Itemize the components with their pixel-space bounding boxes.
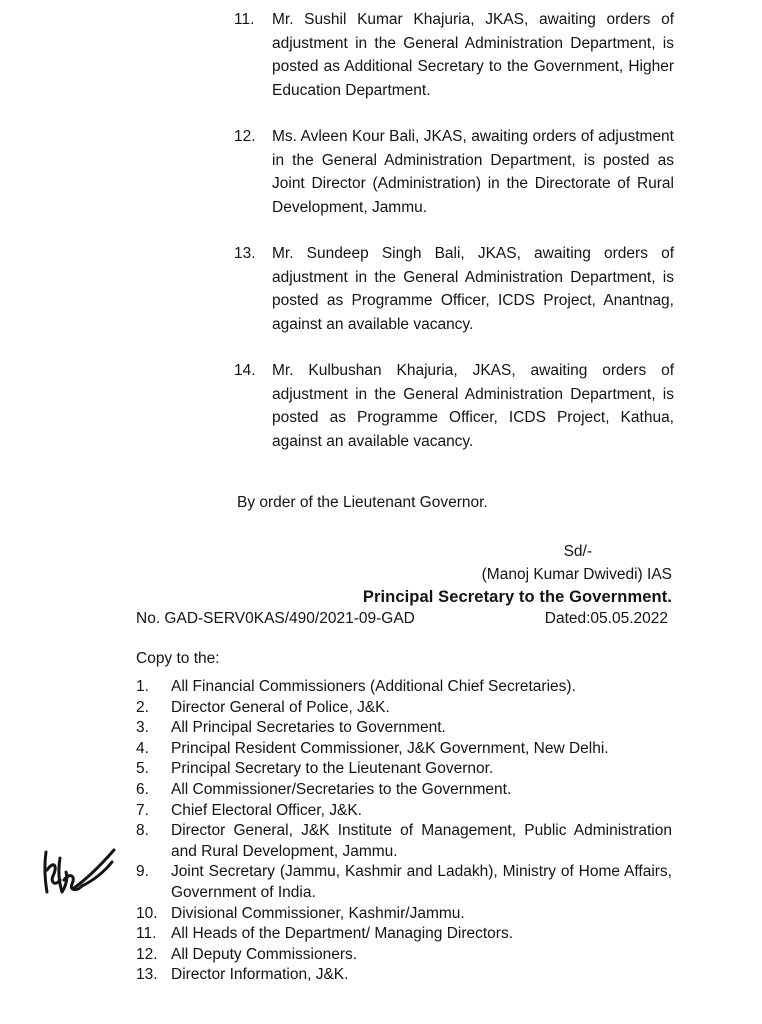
- copy-item-text: Joint Secretary (Jammu, Kashmir and Ladakh), Ministry of Home Affairs, Government of India.: [171, 863, 672, 901]
- copy-item-number: 6.: [136, 780, 149, 798]
- reference-date: Dated:05.05.2022: [544, 610, 668, 627]
- copy-item-number: 13.: [136, 966, 158, 984]
- order-text: Mr. Sushil Kumar Khajuria, JKAS, awaiting orders of adjustment in the General Administration Department, is posted as Additional Secretary to the Government, Higher Education Department.: [272, 11, 674, 99]
- copy-item-text: Director General of Police, J&K.: [171, 698, 390, 716]
- signature-block: [363, 540, 672, 609]
- copy-to-item: [136, 965, 672, 986]
- copy-to-item: [136, 945, 672, 966]
- order-number: 13.: [234, 245, 256, 262]
- copy-item-text: Principal Resident Commissioner, J&K Government, New Delhi.: [171, 739, 609, 757]
- order-text: Ms. Avleen Kour Bali, JKAS, awaiting orders of adjustment in the General Administration Department, is posted as Joint Director (Administration) in the Directorate of Rural Development, Jammu.: [272, 128, 674, 216]
- copy-item-text: Divisional Commissioner, Kashmir/Jammu.: [171, 904, 465, 922]
- copy-to-item: [136, 801, 672, 822]
- order-number: 12.: [234, 128, 256, 145]
- copy-to-item: [136, 759, 672, 780]
- copy-item-text: Principal Secretary to the Lieutenant Governor.: [171, 760, 494, 778]
- copy-item-number: 8.: [136, 822, 149, 840]
- copy-to-list: [136, 677, 672, 986]
- order-number: 11.: [234, 11, 255, 28]
- copy-item-text: Director Information, J&K.: [171, 966, 349, 984]
- copy-item-text: Director General, J&K Institute of Management, Public Administration and Rural Development, Jammu.: [171, 822, 672, 860]
- copy-item-number: 4.: [136, 739, 149, 757]
- copy-to-item: [136, 718, 672, 739]
- copy-item-text: Chief Electoral Officer, J&K.: [171, 801, 362, 819]
- signatory-designation: Principal Secretary to the Government.: [362, 588, 672, 606]
- copy-to-item: [136, 739, 672, 760]
- copy-item-text: All Deputy Commissioners.: [171, 945, 358, 963]
- copy-item-number: 7.: [136, 801, 149, 819]
- copy-item-number: 10.: [136, 904, 158, 922]
- copy-item-number: 2.: [136, 698, 149, 716]
- copy-item-number: 9.: [136, 863, 149, 881]
- order-number: 14.: [234, 362, 256, 379]
- copy-item-number: 1.: [136, 678, 149, 695]
- by-order-line: By order of the Lieutenant Governor.: [237, 494, 488, 511]
- copy-item-number: 3.: [136, 719, 149, 737]
- copy-to-item: [136, 821, 672, 862]
- posting-order-item: [232, 125, 674, 219]
- posting-order-item: [232, 359, 674, 453]
- reference-number: No. GAD-SERV0KAS/490/2021-09-GAD: [136, 610, 415, 627]
- signatory-name: (Manoj Kumar Dwivedi) IAS: [481, 566, 672, 583]
- copy-item-text: All Financial Commissioners (Additional Chief Secretaries).: [171, 678, 576, 695]
- signed-mark: Sd/-: [563, 543, 592, 560]
- order-text: Mr. Sundeep Singh Bali, JKAS, awaiting orders of adjustment in the General Administration Department, is posted as Programme Officer, ICDS Project, Anantnag, against an available vacancy.: [272, 245, 674, 333]
- copy-to-item: [136, 698, 672, 719]
- copy-item-text: All Heads of the Department/ Managing Directors.: [171, 925, 514, 943]
- posting-order-item: [232, 242, 674, 336]
- handwritten-initials-icon: [38, 836, 118, 906]
- copy-item-text: All Commissioner/Secretaries to the Government.: [171, 780, 512, 798]
- copy-item-number: 11.: [136, 925, 157, 943]
- copy-to-item: [136, 780, 672, 801]
- posting-order-item: [232, 8, 674, 102]
- copy-item-text: All Principal Secretaries to Government.: [171, 719, 446, 737]
- copy-to-item: [136, 862, 672, 903]
- copy-item-number: 12.: [136, 945, 158, 963]
- order-text: Mr. Kulbushan Khajuria, JKAS, awaiting orders of adjustment in the General Administration Department, is posted as Programme Officer, ICDS Project, Kathua, against an available vacancy.: [272, 362, 674, 450]
- copy-to-heading: Copy to the:: [136, 650, 220, 667]
- posting-orders-list: [232, 8, 674, 476]
- copy-to-item: [136, 924, 672, 945]
- copy-to-item: [136, 677, 672, 698]
- copy-item-number: 5.: [136, 760, 149, 778]
- reference-row: [136, 608, 668, 630]
- copy-to-item: [136, 904, 672, 925]
